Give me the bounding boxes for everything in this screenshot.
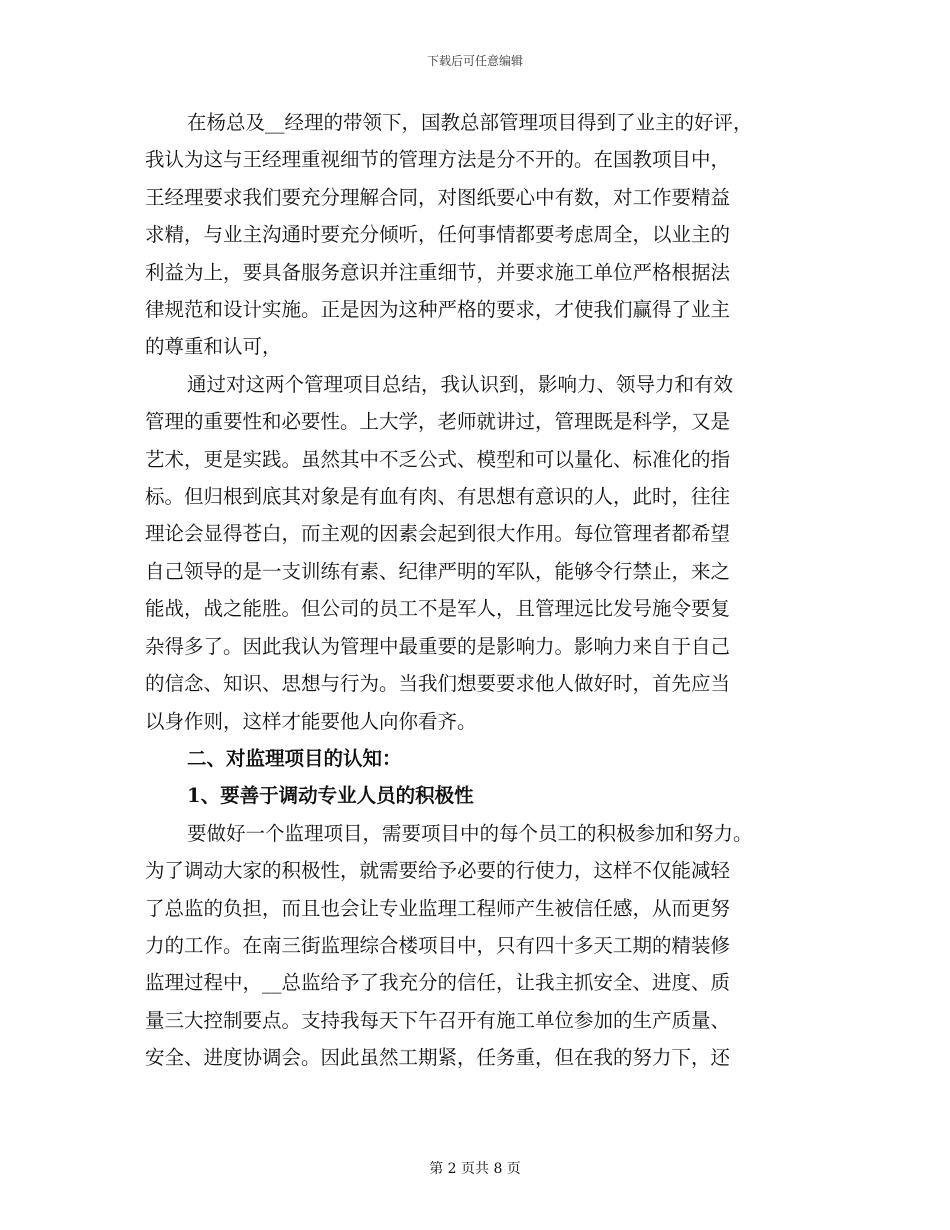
section-heading: 二、对监理项目的认知： [187,746,402,770]
paragraph-1-line: 王经理要求我们要充分理解合同，对图纸要心中有数，对工作要精益 [145,185,731,209]
paragraph-1-line: 利益为上，要具备服务意识并注重细节，并要求施工单位严格根据法 [145,260,731,284]
paragraph-1-line: 在杨总及__经理的带领下，国教总部管理项目得到了业主的好评， [187,111,753,134]
paragraph-1-line: 律规范和设计实施。正是因为这种严格的要求，才使我们赢得了业主 [145,298,731,322]
paragraph-1-line: 求精，与业主沟通时要充分倾听，任何事情都要考虑周全，以业主的 [145,223,731,247]
page-footer: 第 2 页共 8 页 [429,1161,521,1177]
paragraph-1-line: 的尊重和认可， [145,335,282,359]
paragraph-3-line: 力的工作。在南三街监理综合楼项目中，只有四十多天工期的精装修 [145,933,731,957]
paragraph-3-line: 安全、进度协调会。因此虽然工期紧，任务重，但在我的努力下，还 [145,1046,731,1070]
paragraph-3-line: 为了调动大家的积极性，就需要给予必要的行使力，这样不仅能减轻 [145,859,731,883]
paragraph-2-line: 能战，战之能胜。但公司的员工不是军人，且管理远比发号施令要复 [145,597,731,621]
paragraph-2-line: 艺术，更是实践。虽然其中不乏公式、模型和可以量化、标准化的指 [145,447,731,471]
document-body [145,104,820,1077]
paragraph-1-line: 我认为这与王经理重视细节的管理方法是分不开的。在国教项目中， [145,148,731,172]
paragraph-2-line: 的信念、知识、思想与行为。当我们想要要求他人做好时，首先应当 [145,672,731,696]
paragraph-3-line: 量三大控制要点。支持我每天下午召开有施工单位参加的生产质量、 [145,1008,731,1032]
paragraph-2-line: 标。但归根到底其对象是有血有肉、有思想有意识的人，此时，往往 [145,485,731,509]
page-header: 下载后可任意编辑 [426,54,523,68]
paragraph-3-line: 要做好一个监理项目，需要项目中的每个员工的积极参加和努力。 [187,821,753,845]
paragraph-3-line: 了总监的负担，而且也会让专业监理工程师产生被信任感，从而更努 [145,896,731,920]
paragraph-2-line: 自己领导的是一支训练有素、纪律严明的军队，能够令行禁止，来之 [145,559,731,583]
paragraph-3-line: 监理过程中，__总监给予了我充分的信任，让我主抓安全、进度、质 [145,971,731,995]
paragraph-2-line: 理论会显得苍白，而主观的因素会起到很大作用。每位管理者都希望 [145,522,731,546]
paragraph-2-line: 管理的重要性和必要性。上大学，老师就讲过，管理既是科学，又是 [145,410,731,434]
subsection-heading: 1、要善于调动专业人员的积极性 [187,784,474,808]
paragraph-2-line: 通过对这两个管理项目总结，我认识到，影响力、领导力和有效 [187,372,734,396]
paragraph-2-line: 杂得多了。因此我认为管理中最重要的是影响力。影响力来自于自己 [145,634,731,658]
paragraph-2-line: 以身作则，这样才能要他人向你看齐。 [145,709,477,733]
